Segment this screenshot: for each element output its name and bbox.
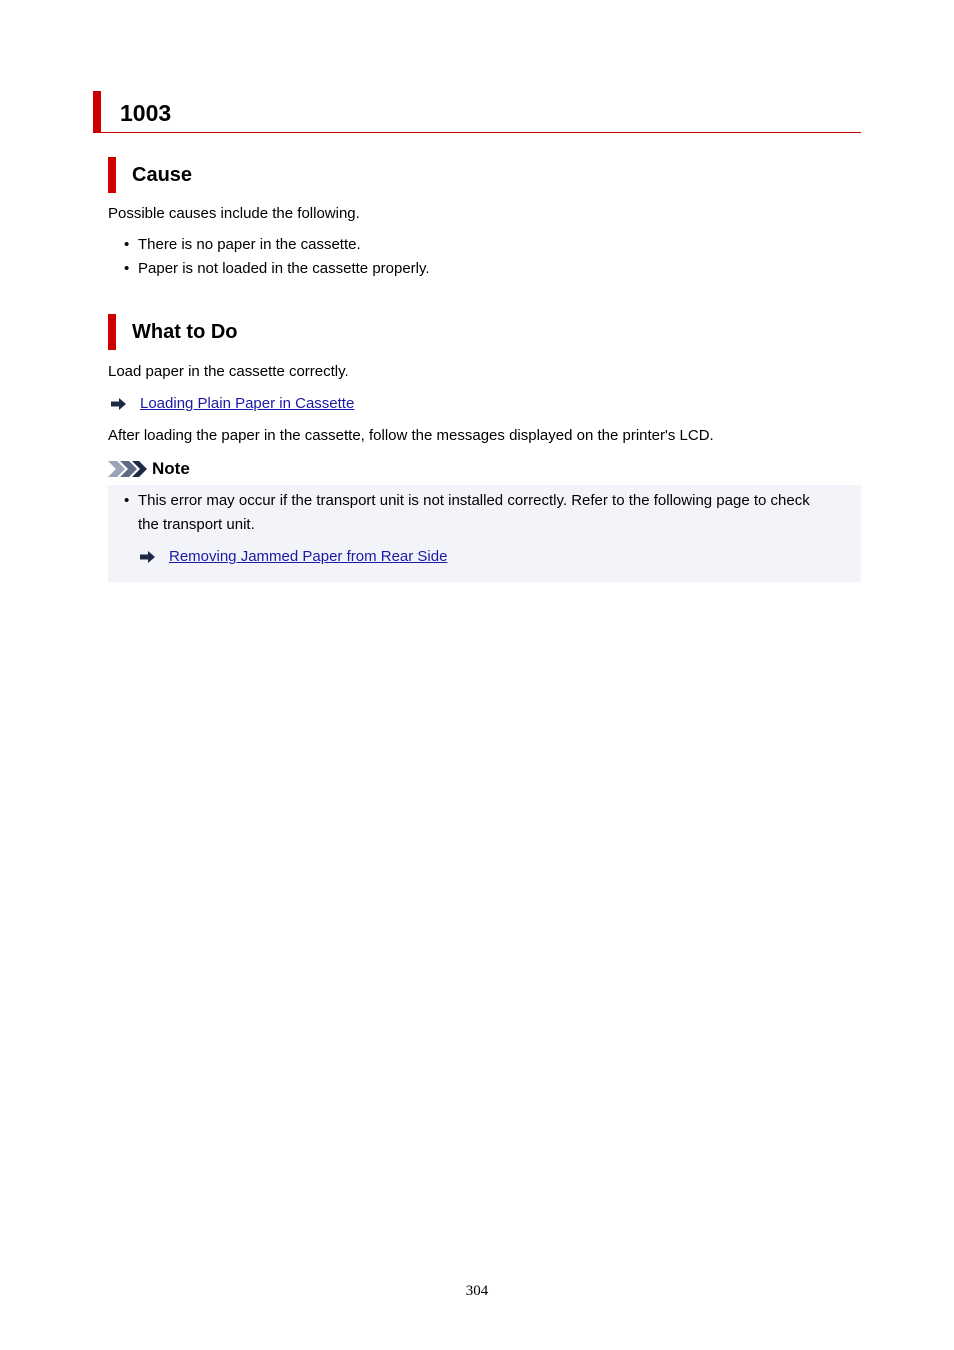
page-title <box>93 91 861 133</box>
cause-list-item <box>124 233 824 257</box>
note-label-text: Note <box>152 459 190 478</box>
page-number: 304 <box>465 1283 489 1299</box>
bullet-marker: • <box>124 260 130 277</box>
bullet-marker: • <box>124 236 130 253</box>
what-to-do-heading <box>108 314 238 350</box>
removing-jammed-link-row <box>140 547 540 567</box>
removing-jammed-paper-link[interactable]: Removing Jammed Paper from Rear Side <box>169 548 448 565</box>
loading-paper-link-row <box>111 394 511 414</box>
note-item-line-2: the transport unit. <box>138 516 255 533</box>
note-item-line-1: This error may occur if the transport unit is not installed correctly. Refer to the following page to check <box>138 492 810 509</box>
page-title-text: 1003 <box>120 100 172 126</box>
cause-heading <box>108 157 193 193</box>
note-list-item <box>124 489 861 537</box>
bullet-marker: • <box>124 492 130 509</box>
what-to-do-instruction: Load paper in the cassette correctly. <box>108 363 349 380</box>
note-chevrons-icon <box>108 461 148 477</box>
arrow-right-icon <box>140 551 155 563</box>
cause-item-text: Paper is not loaded in the cassette properly. <box>138 260 430 277</box>
loading-plain-paper-link[interactable]: Loading Plain Paper in Cassette <box>140 395 355 412</box>
cause-list-item <box>124 257 824 281</box>
what-to-do-heading-text: What to Do <box>132 321 238 343</box>
cause-item-text: There is no paper in the cassette. <box>138 236 361 253</box>
cause-heading-text: Cause <box>132 164 193 186</box>
arrow-right-icon <box>111 398 126 410</box>
what-to-do-followup: After loading the paper in the cassette, follow the messages displayed on the printer's LCD. <box>108 427 714 444</box>
cause-intro: Possible causes include the following. <box>108 205 360 222</box>
